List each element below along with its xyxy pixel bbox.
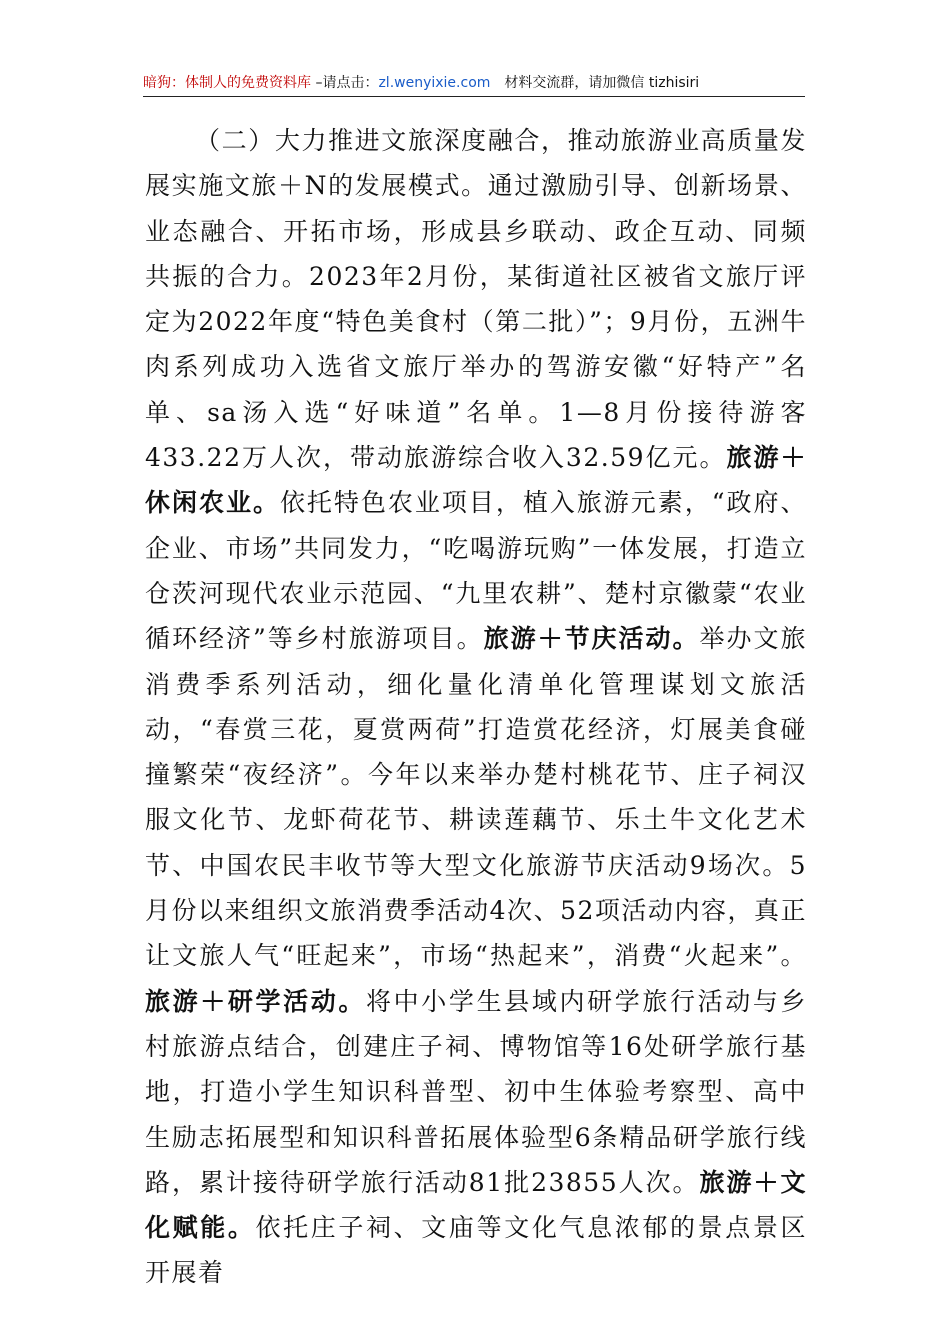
document-body	[145, 118, 807, 1296]
text-leisure-agriculture: 依托特色农业项目，植入旅游元素，“政府、企业、市场”共同发力，“吃喝游玩购”一体发展，打造立仓茨河现代农业示范园、“九里农耕”、楚村京徽蒙“农业循环经济”等乡村旅游项目。	[145, 488, 807, 654]
header-contact: 材料交流群，请加微信 tizhisiri	[504, 75, 700, 91]
body-paragraph	[145, 118, 807, 1296]
paragraph-intro: （二）大力推进文旅深度融合，推动旅游业高质量发展实施文旅＋N的发展模式。通过激励引导、创新场景、业态融合、开拓市场，形成县乡联动、政企互动、同频共振的合力。2023年2月份，某街道社区被省文旅厅评定为2022年度“特色美食村（第二批）”；9月份，五洲牛肉系列成功入选省文旅厅举办的驾游安徽“好特产”名单、sa汤入选“好味道”名单。1—8月份接待游客433.22万人次，带动旅游综合收入32.59亿元。	[145, 126, 807, 473]
text-festival-activities: 举办文旅消费季系列活动，细化量化清单化管理谋划文旅活动，“春赏三花，夏赏两荷”打造赏花经济，灯展美食碰撞繁荣“夜经济”。今年以来举办楚村桃花节、庄子祠汉服文化节、龙虾荷花节、耕读莲藕节、乐土牛文化艺术节、中国农民丰收节等大型文化旅游节庆活动9场次。5月份以来组织文旅消费季活动4次、52项活动内容，真正让文旅人气“旺起来”，市场“热起来”，消费“火起来”。	[145, 624, 807, 971]
heading-festival-activities: 旅游＋节庆活动。	[483, 624, 700, 654]
page-header	[143, 72, 805, 97]
text-culture-empowerment: 依托庄子祠、文庙等文化气息浓郁的景点景区开展着	[145, 1213, 807, 1288]
header-brand: 暗狗：体制人的免费资料库	[143, 75, 311, 91]
header-link[interactable]: zl.wenyixie.com	[378, 75, 491, 91]
header-separator: –请点击：	[311, 75, 379, 91]
text-study-tours: 将中小学生县域内研学旅行活动与乡村旅游点结合，创建庄子祠、博物馆等16处研学旅行基地，打造小学生知识科普型、初中生体验考察型、高中生励志拓展型和知识科普拓展体验型6条精品研学旅行线路，累计接待研学旅行活动81批23855人次。	[145, 986, 807, 1197]
heading-culture-empowerment: 旅游＋文化赋能。	[145, 1167, 807, 1243]
heading-study-tours: 旅游＋研学活动。	[145, 986, 367, 1016]
heading-leisure-agriculture: 旅游＋休闲农业。	[145, 443, 807, 518]
